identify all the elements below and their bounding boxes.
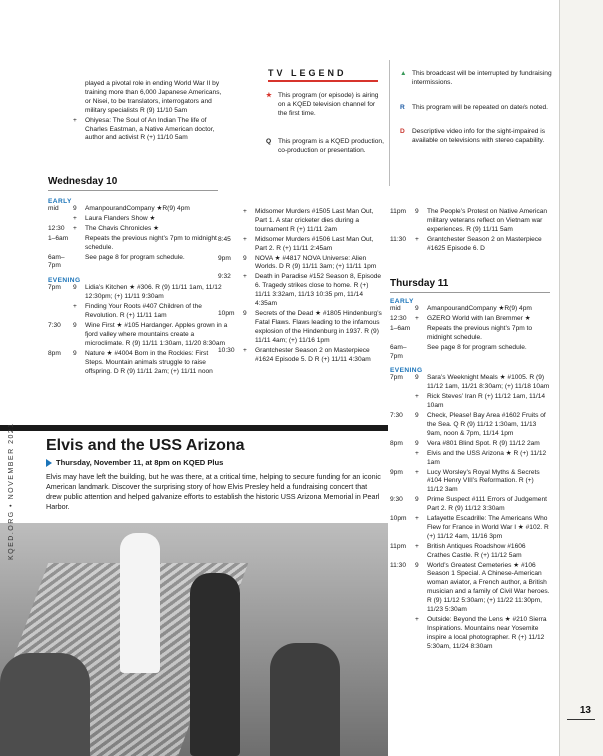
entry-time: 7pm [390,374,403,382]
entry-channel: + [73,214,77,222]
entry-channel: + [415,314,419,322]
schedule-entry [218,273,382,309]
photo-figure [120,533,160,673]
entry-channel: + [415,468,419,476]
legend-text: This program will be repeated on date/s noted. [412,104,548,111]
entry-channel: 9 [73,205,77,212]
legend-item-fundraising [400,70,560,88]
entry-text: GZERO World with Ian Bremmer ★ [427,314,531,322]
entry-time: 7pm [48,284,61,292]
schedule-entry [390,469,550,496]
triangle-icon: ▲ [400,70,407,77]
entry-time: 9:32 [218,273,231,281]
schedule-entry [48,350,228,377]
entry-text: Outside: Beyond the Lens ★ #210 Sierra Inspirations. Mountains near Yosemite inspire a local photographer. R (+) 11/12 5:30am, 11/24 8:30am [427,616,547,650]
entry-channel [415,325,427,343]
entry-time [390,393,415,411]
entry-text: See page 8 for program schedule. [427,343,527,351]
schedule-entry [48,205,228,214]
entry-text: Lucy Worsley’s Royal Myths & Secrets #104 Henry VIII’s Reformation. R (+) 11/12 3am [427,468,540,494]
entry-text: The Chavis Chronicles ★ [85,224,160,232]
entry-text: Wine First ★ #105 Hardanger. Apples grown in a fjord valley where mountains create a microclimate. R (9) 11/11 1:30am, 11/20 8:30am [85,321,228,347]
entry-channel: 9 [415,561,419,569]
entry-time: 8:45 [218,235,231,243]
entry-time: 8pm [390,439,403,447]
entry-time: 12:30 [390,314,407,322]
star-icon: ★ [266,92,272,99]
schedule-entry [48,117,228,144]
entry-time [48,80,73,116]
entry-time: mid [390,305,401,312]
schedule-entry [48,215,228,224]
entry-text: Repeats the previous night’s 7pm to midnight schedule. [85,234,217,251]
entry-text: Rick Steves’ Iran R (+) 11/12 1am, 11/14 10am [427,393,546,410]
entry-channel: 9 [73,349,77,357]
page-number: 13 [579,705,591,716]
schedule-entry [390,236,550,254]
schedule-entry [48,303,228,321]
schedule-entry [390,374,550,392]
thursday-block [390,298,550,653]
play-arrow-icon [46,459,52,467]
entry-channel: + [415,515,419,523]
entry-text: played a pivotal role in ending World War II by training more than 6,000 Japanese Americans, or Nisei, to be translators, interrogators and military specialists R (9) 11/10 5am [85,80,222,114]
schedule-entry [390,208,550,235]
early-label: EARLY [390,298,414,305]
middle-column-list [218,208,382,365]
kqed-q-icon: Q [266,138,272,145]
entry-channel: 9 [243,309,247,317]
entry-time [390,450,415,468]
entry-text: AmanpourandCompany ★R(9) 4pm [427,305,532,312]
entry-text: World’s Greatest Cemeteries ★ #106 Season 1 Special. A Chinese-American woman aviator, a French author, a British musician and a family of Civil War heroes. R (9) 11/12 5:30am; (+) 11/22 11:30pm, 11/23 5:30am [427,561,550,614]
schedule-entry [390,562,550,615]
article-title: Elvis and the USS Arizona [46,437,245,454]
entry-channel: + [415,449,419,457]
schedule-entry [390,305,550,314]
schedule-entry [390,515,550,542]
right-top-list [390,208,550,255]
schedule-entry [48,225,228,234]
entry-time: 7:30 [390,412,403,420]
schedule-entry [390,325,550,343]
entry-time: 11pm [390,208,407,215]
thursday-early-list [390,305,550,361]
entry-time: 7:30 [48,321,61,329]
entry-time [48,303,73,321]
entry-time: 11:30 [390,561,407,569]
entry-text: Vera #801 Blind Spot. R (9) 11/12 2am [427,439,540,447]
entry-channel: + [243,273,247,281]
elvis-photo [0,523,388,756]
page-number-rule [567,719,595,720]
entry-time [48,117,73,144]
schedule-entry [48,235,228,253]
entry-channel: 9 [415,305,419,312]
schedule-entry [48,284,228,302]
side-strip [559,0,603,756]
entry-channel: 9 [73,284,77,292]
schedule-entry [390,543,550,561]
entry-channel: + [415,616,419,623]
entry-time: 10pm [390,515,407,523]
entry-time [390,616,415,652]
schedule-entry [218,255,382,273]
entry-text: Ohiyesa: The Soul of An Indian The life of Charles Eastman, a Native American doctor, author and activist R (+) 11/10 5am [85,116,215,142]
legend-item-descriptive [400,128,560,146]
entry-channel: + [73,303,77,311]
descriptive-d-icon: D [400,128,405,135]
schedule-entry [390,450,550,468]
entry-time: 1–6am [48,234,69,242]
article-body: Elvis may have left the building, but he was there, at a critical time, helping to secure funding for an iconic American landmark. Discover the surprising story of how Elvis Presley held a fundraising concert that drew public attention and helped galvanize efforts to establish the historic USS Arizona Memorial in Pearl Harbor. [46,472,381,511]
entry-text: Sara’s Weeknight Meals ★ #1005. R (9) 11/12 1am, 11/21 8:30am; (+) 11/18 10am [427,374,550,391]
entry-text: Grantchester Season 2 on Masterpiece #1625 Episode 6. D [427,235,542,252]
wednesday-early-block [48,198,228,377]
legend-box [258,60,390,186]
entry-time: 9pm [390,468,403,476]
entry-text: British Antiques Roadshow #1606 Crathes Castle. R (+) 11/12 5am [427,542,526,559]
entry-channel: + [73,224,77,232]
legend-item-new [266,92,386,119]
entry-time: 1–6am [390,324,411,332]
early-label: EARLY [48,198,72,205]
evening-label: EVENING [390,367,423,375]
entry-time: 9:30 [390,496,403,504]
evening-label: EVENING [48,277,81,285]
repeat-r-icon: R [400,104,405,111]
entry-text: See page 8 for program schedule. [85,253,185,261]
wednesday-rule [48,190,218,191]
legend-text: This program is a KQED production, co-production or presentation. [278,138,384,154]
schedule-entry [48,80,228,116]
entry-time: 10:30 [218,346,235,354]
legend-item-repeat [400,104,560,113]
schedule-entry [390,440,550,449]
entry-channel: 9 [415,439,419,447]
entry-text: Laura Flanders Show ★ [85,214,156,222]
thursday-rule [390,292,550,293]
wednesday-heading: Wednesday 10 [48,176,118,187]
entry-channel: + [243,235,247,243]
entry-time [48,215,73,224]
legend-text: This broadcast will be interrupted by fundraising intermissions. [412,70,552,86]
entry-text: Finding Your Roots #407 Children of the Revolution. R (+) 11/11 1am [85,303,202,320]
entry-text: Check, Please! Bay Area #1602 Fruits of the Sea. Q R (9) 11/12 1:30am, 11/13 9am, noon & 7pm, 11/14 1pm [427,412,546,437]
entry-channel: + [73,116,77,124]
legend-title: TV LEGEND [268,68,347,78]
entry-time: 11pm [390,542,407,550]
schedule-entry [390,496,550,514]
photo-figure [0,653,90,756]
wednesday-evening-list [48,284,228,376]
legend-title-underline [268,80,378,82]
entry-channel [73,235,85,253]
legend-item-kqed [266,138,386,156]
schedule-entry [390,616,550,652]
photo-figure [270,643,340,756]
legend-text: This program (or episode) is airing on a KQED television channel for the first time. [278,92,379,117]
entry-time [218,208,243,235]
schedule-entry [218,208,382,235]
entry-channel: 9 [415,412,419,420]
schedule-entry [48,254,228,272]
entry-time: 11:30 [390,235,407,243]
left-continuation [48,80,228,144]
schedule-entry [390,393,550,411]
tv-legend [258,60,558,188]
article-subtitle-text: Thursday, November 11, at 8pm on KQED Plus [56,458,224,467]
entry-text: Prime Suspect #111 Errors of Judgement Part 2. R (9) 11/12 3:30am [427,496,547,513]
entry-text: Midsomer Murders #1505 Last Man Out, Part 1. A star cricketer dies during a tournament R (+) 11/11 2am [255,208,374,233]
entry-text: The People’s Protest on Native American military veterans reflect on Vietnam war experiences. R (9) 11/11 5am [427,208,548,233]
thursday-heading: Thursday 11 [390,278,449,289]
schedule-entry [48,322,228,349]
entry-channel [73,254,85,272]
schedule-entry [390,315,550,324]
entry-text: Elvis and the USS Arizona ★ R (+) 11/12 1am [427,449,547,466]
entry-channel: 9 [243,254,247,262]
schedule-entry [218,236,382,254]
entry-text: Lidia’s Kitchen ★ #306. R (9) 11/11 1am, 11/12 12:30pm; (+) 11/11 9:30am [85,284,222,301]
entry-text: Nature ★ #4004 Born in the Rockies: First Steps. Mountain animals struggle to raise offspring. D R (9) 11/11 2am; (+) 11/11 noon [85,349,213,375]
schedule-entry [218,347,382,365]
entry-channel: + [415,235,419,243]
article-divider [0,425,388,431]
entry-text: Repeats the previous night’s 7pm to midnight schedule. [427,324,533,341]
entry-text: Death in Paradise #152 Season 8, Episode 6. Tragedy strikes close to home. R (+) 11/11 3:32am, 11/13 10:35 pm, 11/14 4:35am [255,273,382,308]
entry-text: Lafayette Escadrille: The Americans Who Flew for France in World War I ★ #102. R (+) 11/12 4am, 11/16 3pm [427,515,549,540]
entry-channel: 9 [73,321,77,329]
entry-time: mid [48,205,59,212]
schedule-entry [390,344,550,362]
entry-text: Secrets of the Dead ★ #1805 Hindenburg’s Fatal Flaws. Flaws leading to the infamous explosion of the Hindenburg in 1937. R (9) 11/11 4am; (+) 11/16 1pm [255,309,382,344]
thursday-evening-list [390,374,550,651]
legend-text: Descriptive video info for the sight-impaired is available on televisions with stereo capability. [412,128,546,144]
entry-text: Grantchester Season 2 on Masterpiece #1624 Episode 5. D R (+) 11/11 4:30am [255,346,371,363]
schedule-entry [218,310,382,346]
entry-time: 6am–7pm [48,253,65,270]
entry-channel: + [415,542,419,550]
entry-time: 12:30 [48,224,65,232]
entry-channel: + [415,393,419,401]
entry-time: 10pm [218,309,235,317]
entry-time: 9pm [218,254,231,262]
entry-text: NOVA ★ #4817 NOVA Universe: Alien Worlds. D R (9) 11/11 3am; (+) 11/11 1pm [255,254,377,271]
entry-channel: 9 [415,208,419,215]
entry-time: 6am–7pm [390,343,407,360]
entry-channel [415,344,427,362]
photo-figure [190,573,240,756]
side-vertical-text: KQED.ORG • NOVEMBER 2021 [8,422,15,560]
entry-channel: + [243,346,247,354]
entry-time: 8pm [48,349,61,357]
entry-channel: + [243,208,247,215]
schedule-entry [390,412,550,439]
wednesday-early-list [48,205,228,271]
article-subtitle [46,458,223,467]
entry-channel: 9 [415,374,419,382]
entry-text: AmanpourandCompany ★R(9) 4pm [85,205,190,212]
entry-channel: 9 [415,496,419,504]
entry-text: Midsomer Murders #1506 Last Man Out, Part 2. R (+) 11/11 2:45am [255,235,374,252]
entry-channel [73,80,85,116]
